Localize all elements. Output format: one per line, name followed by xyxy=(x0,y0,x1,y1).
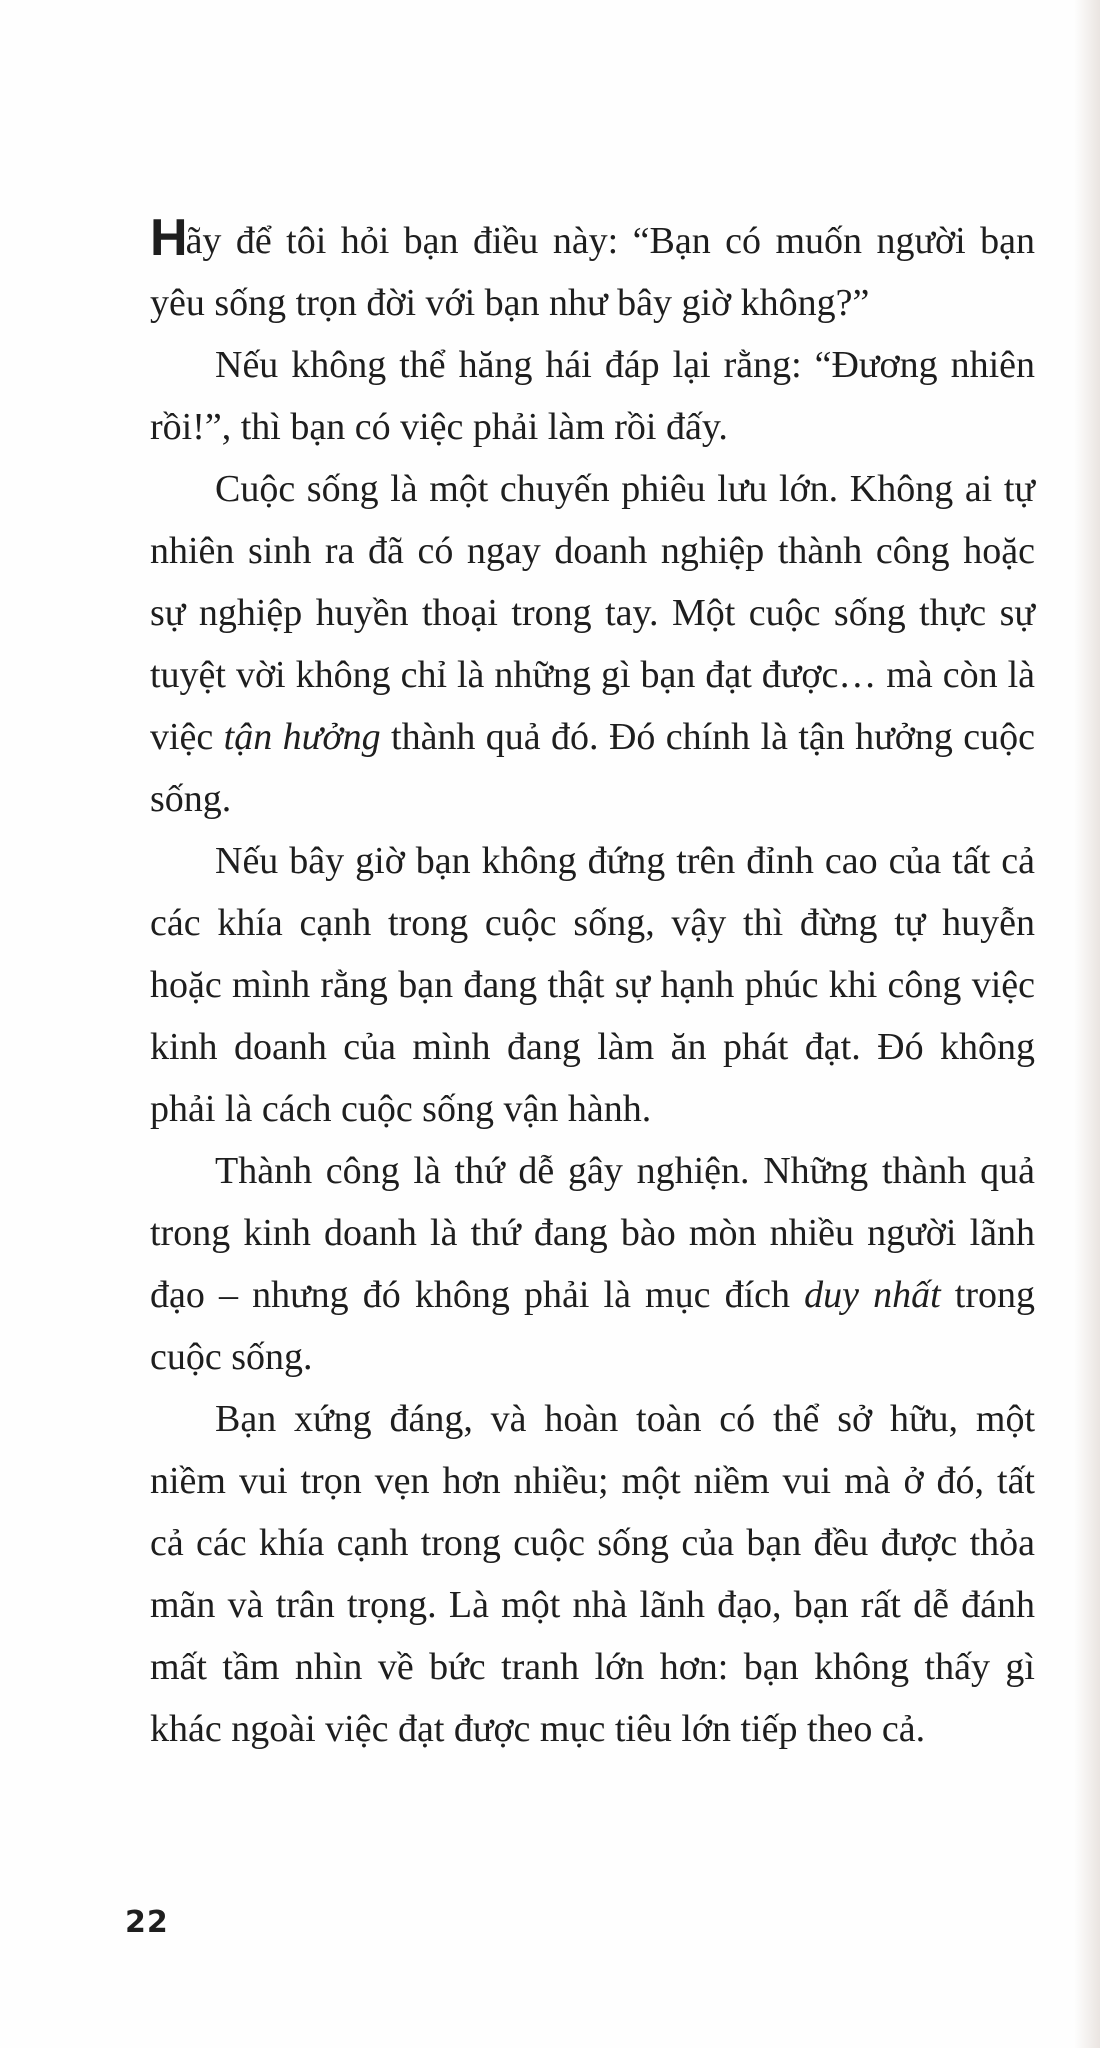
page-number: 22 xyxy=(125,1905,169,1940)
paragraph-5 xyxy=(150,1140,1035,1388)
drop-cap: H xyxy=(150,209,186,267)
paragraph-5-text-after: trong cuộc sống. xyxy=(150,1274,1035,1378)
paragraph-3 xyxy=(150,458,1035,830)
paragraph-1 xyxy=(150,210,1035,334)
paragraph-3-text-before: Cuộc sống là một chuyến phiêu lưu lớn. Không ai tự nhiên sinh ra đã có ngay doanh nghiệp thành công hoặc sự nghiệp huyền thoại trong tay. Một cuộc sống thực sự tuyệt vời không chỉ là những gì bạn đạt được… mà còn là việc xyxy=(150,468,1035,758)
body-text xyxy=(150,210,1035,1760)
paragraph-1-text: ãy để tôi hỏi bạn điều này: “Bạn có muốn người bạn yêu sống trọn đời với bạn như bây giờ không?” xyxy=(150,220,1035,324)
paragraph-3-emphasis: tận hưởng xyxy=(223,716,381,758)
paragraph-4: Nếu bây giờ bạn không đứng trên đỉnh cao của tất cả các khía cạnh trong cuộc sống, vậy thì đừng tự huyễn hoặc mình rằng bạn đang thật sự hạnh phúc khi công việc kinh doanh của mình đang làm ăn phát đạt. Đó không phải là cách cuộc sống vận hành. xyxy=(150,840,1035,1130)
page-edge-shadow xyxy=(1074,0,1100,2048)
paragraph-5-text-before: Thành công là thứ dễ gây nghiện. Những thành quả trong kinh doanh là thứ đang bào mòn nhiều người lãnh đạo – nhưng đó không phải là mục đích xyxy=(150,1150,1035,1316)
paragraph-6: Bạn xứng đáng, và hoàn toàn có thể sở hữu, một niềm vui trọn vẹn hơn nhiều; một niềm vui mà ở đó, tất cả các khía cạnh trong cuộc sống của bạn đều được thỏa mãn và trân trọng. Là một nhà lãnh đạo, bạn rất dễ đánh mất tầm nhìn về bức tranh lớn hơn: bạn không thấy gì khác ngoài việc đạt được mục tiêu lớn tiếp theo cả. xyxy=(150,1398,1035,1750)
paragraph-2: Nếu không thể hăng hái đáp lại rằng: “Đương nhiên rồi!”, thì bạn có việc phải làm rồi đấy. xyxy=(150,344,1035,448)
paragraph-3-text-after: thành quả đó. Đó chính là tận hưởng cuộc sống. xyxy=(150,716,1035,820)
paragraph-5-emphasis: duy nhất xyxy=(804,1274,941,1316)
